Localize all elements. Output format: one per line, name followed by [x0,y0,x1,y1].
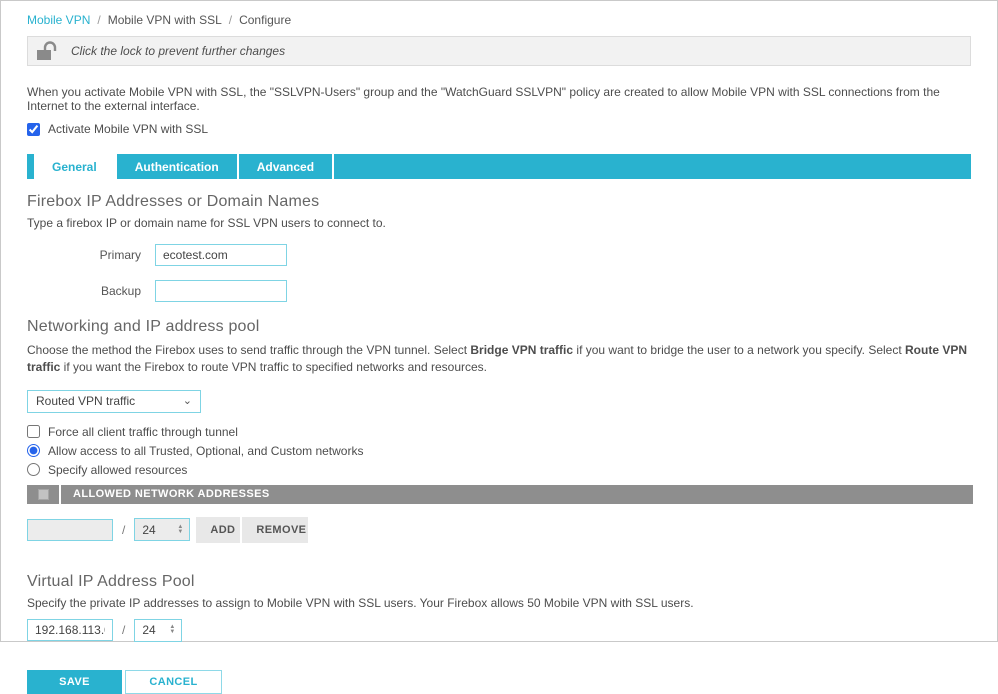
firebox-section-subtitle: Type a firebox IP or domain name for SSL VPN users to connect to. [27,216,386,230]
option-row [27,424,971,440]
backup-input[interactable] [155,280,287,302]
virtual-ip-mask-value: 24 [142,623,156,638]
networking-desc-part: Choose the method the Firebox uses to send traffic through the VPN tunnel. Select [27,343,471,357]
primary-field-row [27,244,971,266]
networking-desc-part: if you want the Firebox to route VPN traffic to specified networks and resources. [60,360,487,375]
tab-bar-spacer [27,154,34,179]
firebox-section-title: Firebox IP Addresses or Domain Names [27,193,320,210]
virtual-ip-input[interactable] [27,619,113,641]
virtual-ip-row [27,619,971,642]
network-access-options [27,424,971,478]
virtual-ip-section-title: Virtual IP Address Pool [27,572,195,590]
ip-mask-separator: / [122,623,126,638]
backup-label: Backup [100,284,141,298]
lock-bar-text: Click the lock to prevent further changes [71,44,286,58]
breadcrumb-separator: / [228,13,233,27]
footer-actions [27,670,971,694]
allowed-network-address-row [27,517,971,543]
vpn-traffic-method-select[interactable] [27,390,201,413]
intro-text: When you activate Mobile VPN with SSL, the "SSLVPN-Users" group and the "WatchGuard SSLVPN" policy are created to allow Mobile VPN with SSL connections from the Internet to the external interface. [27,85,940,113]
cancel-button[interactable]: CANCEL [125,670,222,694]
tab-advanced[interactable]: Advanced [237,154,334,179]
breadcrumb [27,11,971,27]
lock-bar[interactable] [27,36,971,66]
primary-label: Primary [99,248,141,262]
stepper-up-icon[interactable]: ▲ [169,624,176,631]
backup-field-row [27,280,971,302]
force-all-traffic-label: Force all client traffic through tunnel [48,424,238,439]
network-mask-stepper[interactable] [134,518,190,541]
table-header-title: ALLOWED NETWORK ADDRESSES [73,488,270,501]
force-all-traffic-checkbox[interactable] [27,425,40,438]
vpn-traffic-method-value: Routed VPN traffic [36,394,136,409]
add-button[interactable]: ADD [196,517,240,543]
remove-button[interactable]: REMOVE [242,517,308,543]
tab-general[interactable]: General [34,154,115,179]
allowed-network-addresses-header [27,485,973,504]
specify-resources-radio[interactable] [27,463,40,476]
networking-section-title: Networking and IP address pool [27,318,260,335]
networking-desc-route-term: Route VPN traffic [27,343,968,375]
save-button[interactable]: SAVE [27,670,122,694]
networking-description [27,342,971,377]
tab-bar [27,154,971,179]
specify-resources-label: Specify allowed resources [48,462,188,477]
allow-all-networks-radio[interactable] [27,444,40,457]
virtual-ip-section-subtitle: Specify the private IP addresses to assign to Mobile VPN with SSL users. Your Firebox allows 50 Mobile VPN with SSL users. [27,595,694,610]
networking-desc-part: if you want to bridge the user to a network you specify. Select [573,343,906,357]
unlocked-padlock-icon[interactable] [36,40,61,62]
tab-authentication[interactable]: Authentication [115,154,237,179]
option-row [27,443,971,459]
activate-mobile-vpn-label: Activate Mobile VPN with SSL [48,122,209,136]
stepper-down-icon[interactable]: ▼ [177,528,184,535]
chevron-down-icon: ⌄ [182,394,192,407]
breadcrumb-item-mobile-vpn[interactable]: Mobile VPN [27,13,91,27]
network-mask-value: 24 [142,522,156,537]
table-select-all-checkbox[interactable] [38,489,49,500]
allow-all-networks-label: Allow access to all Trusted, Optional, and Custom networks [48,443,364,458]
virtual-ip-mask-stepper[interactable] [134,619,182,642]
networking-desc-bridge-term: Bridge VPN traffic [470,343,574,357]
network-ip-input[interactable] [27,519,113,541]
breadcrumb-item-mobile-vpn-with-ssl: Mobile VPN with SSL [107,13,222,27]
stepper-arrows-icon[interactable] [177,525,189,535]
primary-input[interactable] [155,244,287,266]
table-select-all-cell [27,489,59,500]
activate-row [27,122,971,136]
ip-mask-separator: / [122,522,126,537]
stepper-up-icon[interactable]: ▲ [177,523,184,530]
breadcrumb-separator: / [97,13,101,27]
option-row [27,462,971,478]
stepper-down-icon[interactable]: ▼ [169,629,176,636]
stepper-arrows-icon[interactable] [169,625,181,635]
breadcrumb-item-configure: Configure [239,13,292,27]
activate-mobile-vpn-checkbox[interactable] [27,123,40,136]
